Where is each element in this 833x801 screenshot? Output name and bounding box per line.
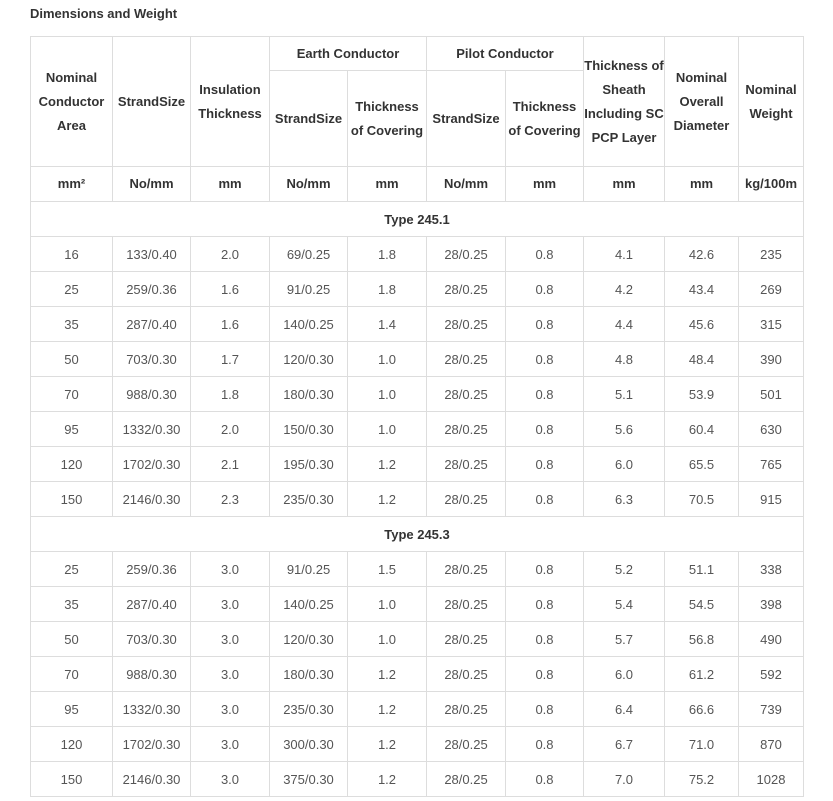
table-cell: 0.8 <box>506 622 584 657</box>
table-cell: 1.2 <box>348 482 427 517</box>
table-cell: 501 <box>739 377 804 412</box>
table-cell: 6.3 <box>584 482 665 517</box>
header-earth-conductor: Earth Conductor <box>270 37 427 71</box>
table-cell: 42.6 <box>665 237 739 272</box>
table-cell: 95 <box>31 412 113 447</box>
table-cell: 25 <box>31 272 113 307</box>
table-cell: 3.0 <box>191 692 270 727</box>
table-row <box>31 587 804 622</box>
table-cell: 28/0.25 <box>427 482 506 517</box>
table-cell: 150 <box>31 762 113 797</box>
table-cell: 0.8 <box>506 552 584 587</box>
table-cell: 150/0.30 <box>270 412 348 447</box>
table-cell: 50 <box>31 622 113 657</box>
table-cell: 45.6 <box>665 307 739 342</box>
group-row <box>31 202 804 237</box>
table-cell: 0.8 <box>506 412 584 447</box>
unit-cell: mm <box>506 167 584 202</box>
table-cell: 3.0 <box>191 552 270 587</box>
table-cell: 259/0.36 <box>113 272 191 307</box>
table-cell: 54.5 <box>665 587 739 622</box>
header-nominal-weight: Nominal Weight <box>739 37 804 167</box>
table-cell: 0.8 <box>506 482 584 517</box>
table-cell: 0.8 <box>506 692 584 727</box>
table-cell: 915 <box>739 482 804 517</box>
table-cell: 95 <box>31 692 113 727</box>
table-cell: 28/0.25 <box>427 587 506 622</box>
table-cell: 1028 <box>739 762 804 797</box>
table-cell: 988/0.30 <box>113 657 191 692</box>
table-cell: 6.0 <box>584 657 665 692</box>
table-cell: 1.2 <box>348 692 427 727</box>
table-cell: 48.4 <box>665 342 739 377</box>
table-cell: 1.4 <box>348 307 427 342</box>
table-cell: 5.4 <box>584 587 665 622</box>
table-cell: 6.4 <box>584 692 665 727</box>
group-label: Type 245.1 <box>31 202 804 237</box>
table-row <box>31 482 804 517</box>
table-cell: 1702/0.30 <box>113 447 191 482</box>
table-cell: 7.0 <box>584 762 665 797</box>
table-cell: 2146/0.30 <box>113 482 191 517</box>
units-row <box>31 167 804 202</box>
table-cell: 91/0.25 <box>270 552 348 587</box>
table-cell: 870 <box>739 727 804 762</box>
table-cell: 2.3 <box>191 482 270 517</box>
table-cell: 195/0.30 <box>270 447 348 482</box>
table-row <box>31 622 804 657</box>
table-cell: 703/0.30 <box>113 622 191 657</box>
table-cell: 1.0 <box>348 622 427 657</box>
table-cell: 6.0 <box>584 447 665 482</box>
table-cell: 5.2 <box>584 552 665 587</box>
table-cell: 0.8 <box>506 447 584 482</box>
table-cell: 28/0.25 <box>427 692 506 727</box>
table-cell: 287/0.40 <box>113 587 191 622</box>
table-cell: 65.5 <box>665 447 739 482</box>
table-cell: 592 <box>739 657 804 692</box>
table-cell: 1.7 <box>191 342 270 377</box>
table-cell: 0.8 <box>506 657 584 692</box>
table-cell: 28/0.25 <box>427 237 506 272</box>
table-cell: 28/0.25 <box>427 272 506 307</box>
table-cell: 28/0.25 <box>427 762 506 797</box>
unit-cell: mm <box>191 167 270 202</box>
table-cell: 1332/0.30 <box>113 692 191 727</box>
table-cell: 25 <box>31 552 113 587</box>
unit-cell: No/mm <box>270 167 348 202</box>
table-cell: 398 <box>739 587 804 622</box>
header-overall-diameter: Nominal Overall Diameter <box>665 37 739 167</box>
table-cell: 300/0.30 <box>270 727 348 762</box>
table-cell: 120 <box>31 447 113 482</box>
table-cell: 4.4 <box>584 307 665 342</box>
table-cell: 69/0.25 <box>270 237 348 272</box>
table-cell: 3.0 <box>191 587 270 622</box>
table-cell: 4.8 <box>584 342 665 377</box>
table-cell: 60.4 <box>665 412 739 447</box>
table-cell: 235/0.30 <box>270 482 348 517</box>
table-cell: 75.2 <box>665 762 739 797</box>
group-label: Type 245.3 <box>31 517 804 552</box>
table-cell: 3.0 <box>191 622 270 657</box>
table-cell: 120 <box>31 727 113 762</box>
table-cell: 1.0 <box>348 412 427 447</box>
table-cell: 70 <box>31 377 113 412</box>
table-cell: 5.1 <box>584 377 665 412</box>
table-row <box>31 342 804 377</box>
table-cell: 0.8 <box>506 342 584 377</box>
table-cell: 1702/0.30 <box>113 727 191 762</box>
table-cell: 180/0.30 <box>270 377 348 412</box>
table-cell: 630 <box>739 412 804 447</box>
table-cell: 2.0 <box>191 412 270 447</box>
table-cell: 1.0 <box>348 342 427 377</box>
table-cell: 120/0.30 <box>270 342 348 377</box>
group-row <box>31 517 804 552</box>
table-cell: 71.0 <box>665 727 739 762</box>
table-cell: 5.7 <box>584 622 665 657</box>
header-insulation-thickness: Insulation Thickness <box>191 37 270 167</box>
table-row <box>31 657 804 692</box>
table-cell: 375/0.30 <box>270 762 348 797</box>
table-cell: 703/0.30 <box>113 342 191 377</box>
table-cell: 1.6 <box>191 272 270 307</box>
table-cell: 61.2 <box>665 657 739 692</box>
table-cell: 1.0 <box>348 587 427 622</box>
table-cell: 50 <box>31 342 113 377</box>
table-cell: 490 <box>739 622 804 657</box>
table-cell: 150 <box>31 482 113 517</box>
header-earth-covering: Thickness of Covering <box>348 71 427 167</box>
table-cell: 120/0.30 <box>270 622 348 657</box>
table-cell: 1.6 <box>191 307 270 342</box>
table-cell: 140/0.25 <box>270 587 348 622</box>
unit-cell: mm² <box>31 167 113 202</box>
table-cell: 269 <box>739 272 804 307</box>
table-cell: 287/0.40 <box>113 307 191 342</box>
table-cell: 180/0.30 <box>270 657 348 692</box>
table-cell: 28/0.25 <box>427 307 506 342</box>
table-row <box>31 762 804 797</box>
unit-cell: mm <box>665 167 739 202</box>
table-cell: 988/0.30 <box>113 377 191 412</box>
table-cell: 0.8 <box>506 587 584 622</box>
table-cell: 6.7 <box>584 727 665 762</box>
table-cell: 0.8 <box>506 727 584 762</box>
table-cell: 1332/0.30 <box>113 412 191 447</box>
unit-cell: mm <box>584 167 665 202</box>
table-cell: 4.2 <box>584 272 665 307</box>
table-cell: 53.9 <box>665 377 739 412</box>
dimensions-weight-table <box>30 36 804 797</box>
table-cell: 56.8 <box>665 622 739 657</box>
table-cell: 1.8 <box>191 377 270 412</box>
table-cell: 765 <box>739 447 804 482</box>
table-cell: 0.8 <box>506 762 584 797</box>
table-row <box>31 692 804 727</box>
table-cell: 28/0.25 <box>427 412 506 447</box>
table-cell: 3.0 <box>191 657 270 692</box>
table-cell: 0.8 <box>506 272 584 307</box>
table-cell: 28/0.25 <box>427 447 506 482</box>
table-cell: 133/0.40 <box>113 237 191 272</box>
table-cell: 739 <box>739 692 804 727</box>
table-row <box>31 377 804 412</box>
header-pilot-strand-size: StrandSize <box>427 71 506 167</box>
table-cell: 28/0.25 <box>427 342 506 377</box>
table-cell: 1.8 <box>348 237 427 272</box>
header-nominal-area: Nominal Conductor Area <box>31 37 113 167</box>
table-cell: 338 <box>739 552 804 587</box>
table-cell: 28/0.25 <box>427 727 506 762</box>
table-cell: 315 <box>739 307 804 342</box>
table-cell: 390 <box>739 342 804 377</box>
unit-cell: No/mm <box>113 167 191 202</box>
table-cell: 1.5 <box>348 552 427 587</box>
table-cell: 51.1 <box>665 552 739 587</box>
table-row <box>31 307 804 342</box>
table-cell: 0.8 <box>506 307 584 342</box>
table-row <box>31 447 804 482</box>
table-cell: 1.2 <box>348 727 427 762</box>
table-cell: 2.0 <box>191 237 270 272</box>
table-cell: 66.6 <box>665 692 739 727</box>
table-cell: 4.1 <box>584 237 665 272</box>
table-cell: 235/0.30 <box>270 692 348 727</box>
table-cell: 2.1 <box>191 447 270 482</box>
table-row <box>31 727 804 762</box>
table-cell: 259/0.36 <box>113 552 191 587</box>
table-cell: 1.2 <box>348 762 427 797</box>
page-title: Dimensions and Weight <box>30 6 178 21</box>
table-row <box>31 272 804 307</box>
table-cell: 28/0.25 <box>427 552 506 587</box>
table-cell: 2146/0.30 <box>113 762 191 797</box>
header-sheath-thickness: Thickness of Sheath Including SC PCP Layer <box>584 37 665 167</box>
header-strand-size: StrandSize <box>113 37 191 167</box>
table-cell: 70 <box>31 657 113 692</box>
table-cell: 3.0 <box>191 762 270 797</box>
header-pilot-covering: Thickness of Covering <box>506 71 584 167</box>
table-cell: 5.6 <box>584 412 665 447</box>
table-cell: 91/0.25 <box>270 272 348 307</box>
table-cell: 1.2 <box>348 447 427 482</box>
unit-cell: kg/100m <box>739 167 804 202</box>
table-cell: 3.0 <box>191 727 270 762</box>
table-row <box>31 237 804 272</box>
table-cell: 0.8 <box>506 237 584 272</box>
header-earth-strand-size: StrandSize <box>270 71 348 167</box>
table-cell: 16 <box>31 237 113 272</box>
table-cell: 1.8 <box>348 272 427 307</box>
table-cell: 140/0.25 <box>270 307 348 342</box>
table-row <box>31 412 804 447</box>
table-cell: 35 <box>31 307 113 342</box>
table-cell: 28/0.25 <box>427 622 506 657</box>
table-cell: 1.2 <box>348 657 427 692</box>
table-cell: 28/0.25 <box>427 657 506 692</box>
table-row <box>31 552 804 587</box>
table-cell: 28/0.25 <box>427 377 506 412</box>
table-cell: 235 <box>739 237 804 272</box>
table-cell: 1.0 <box>348 377 427 412</box>
table-body <box>31 202 804 797</box>
unit-cell: mm <box>348 167 427 202</box>
table-cell: 35 <box>31 587 113 622</box>
table-cell: 70.5 <box>665 482 739 517</box>
unit-cell: No/mm <box>427 167 506 202</box>
table-cell: 0.8 <box>506 377 584 412</box>
table-cell: 43.4 <box>665 272 739 307</box>
header-pilot-conductor: Pilot Conductor <box>427 37 584 71</box>
